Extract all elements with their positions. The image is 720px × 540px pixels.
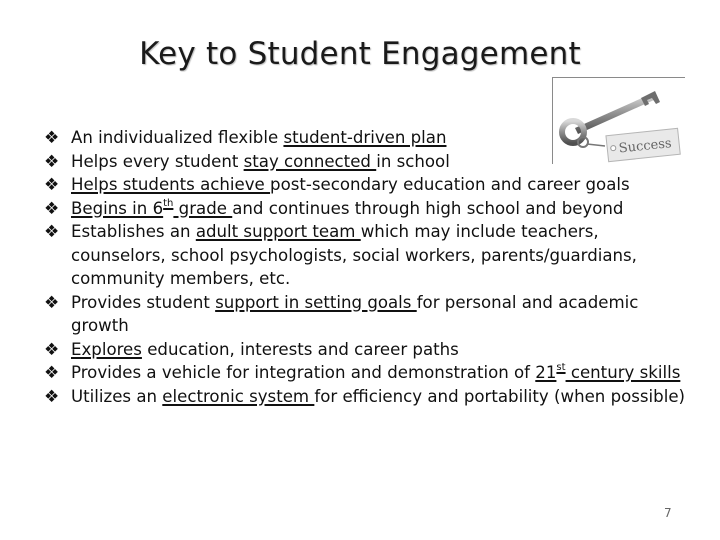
bullet-item: ❖ Begins in 6th grade and continues through high school and beyond xyxy=(44,197,694,221)
slide-title: Key to Student Engagement xyxy=(139,36,581,72)
bullet-item: ❖ Establishes an adult support team which may include teachers, counselors, school psychologists, social workers, parents/guardians, community members, etc. xyxy=(44,222,637,288)
bullet-item: ❖ Utilizes an electronic system for efficiency and portability (when possible) xyxy=(44,385,694,409)
bullet-item: ❖ Helps every student stay connected in school xyxy=(44,150,694,174)
diamond-bullet-icon: ❖ xyxy=(44,386,60,407)
bullet-item: ❖ Helps students achieve post-secondary education and career goals xyxy=(44,173,694,197)
diamond-bullet-icon: ❖ xyxy=(44,363,60,383)
bullet-item: ❖ Explores education, interests and career paths xyxy=(44,338,694,362)
bullet-item: ❖ An individualized flexible student-driven plan xyxy=(44,126,694,150)
diamond-bullet-icon: ❖ xyxy=(44,292,60,313)
diamond-bullet-icon: ❖ xyxy=(44,339,60,360)
bullet-item: ❖ Provides student support in setting goals for personal and academic growth xyxy=(44,292,639,335)
tag-label: Success xyxy=(618,136,673,157)
diamond-bullet-icon: ❖ xyxy=(44,128,60,148)
diamond-bullet-icon: ❖ xyxy=(44,151,60,172)
bullet-item: ❖ Provides a vehicle for integration and demonstration of 21st century skills xyxy=(44,361,694,385)
bullet-list xyxy=(44,126,694,408)
page-number: 7 xyxy=(664,506,672,520)
diamond-bullet-icon: ❖ xyxy=(44,222,60,242)
diamond-bullet-icon: ❖ xyxy=(44,175,60,195)
diamond-bullet-icon: ❖ xyxy=(44,198,60,219)
